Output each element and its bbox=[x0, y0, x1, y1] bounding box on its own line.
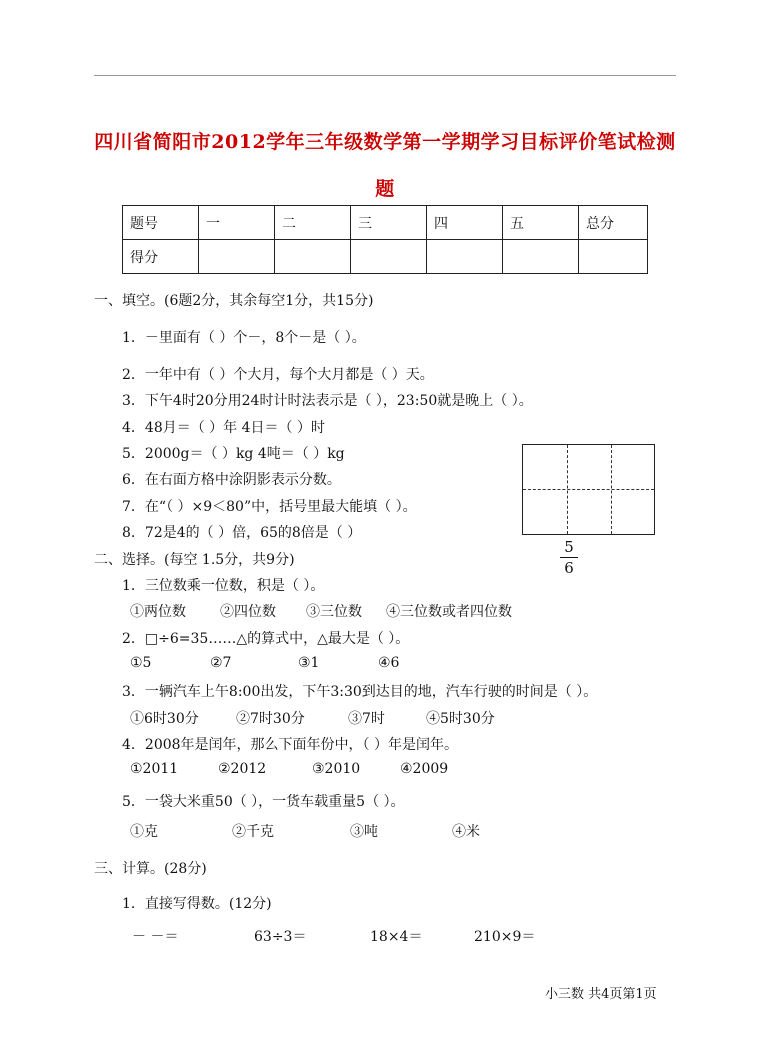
score-cell[interactable] bbox=[579, 240, 648, 274]
table-cell: 三 bbox=[351, 206, 427, 240]
option: ①克 bbox=[130, 824, 158, 840]
section3-subheading: 1．直接写得数。(12分) bbox=[122, 896, 272, 912]
question-2-3: 3．一辆汽车上午8:00出发，下午3:30到达目的地，汽车行驶的时间是（ ）。 bbox=[122, 684, 598, 700]
calc-item: － －＝ bbox=[132, 929, 179, 945]
section1-heading: 一、填空。(6题2分，其余每空1分，共15分) bbox=[94, 293, 374, 309]
question-2-4: 4．2008年是闰年，那么下面年份中，（ ）年是闰年。 bbox=[122, 737, 458, 753]
table-cell: 得分 bbox=[123, 240, 199, 274]
score-table-score-row bbox=[123, 240, 648, 274]
grid-divider bbox=[523, 489, 654, 490]
fraction-label bbox=[560, 538, 578, 577]
question-1-4: 4．48月＝（ ）年 4日＝（ ）时 bbox=[122, 420, 325, 436]
option: ④5时30分 bbox=[426, 711, 495, 727]
table-cell: 一 bbox=[199, 206, 275, 240]
fraction-denominator: 6 bbox=[564, 559, 574, 577]
option: ③2010 bbox=[312, 761, 361, 777]
option: ②四位数 bbox=[220, 604, 276, 620]
section3-heading: 三、计算。(28分) bbox=[94, 861, 207, 877]
option: ②7时30分 bbox=[236, 711, 305, 727]
table-cell: 五 bbox=[503, 206, 579, 240]
page-footer: 小三数 共4页第1页 bbox=[545, 987, 657, 1002]
page-title: 四川省简阳市2012学年三年级数学第一学期学习目标评价笔试检测 bbox=[94, 131, 676, 153]
question-1-8: 8．72是4的（ ）倍，65的8倍是（ ） bbox=[122, 525, 362, 541]
section2-heading: 二、选择。(每空 1.5分，共9分) bbox=[94, 552, 295, 568]
table-cell: 题号 bbox=[123, 206, 199, 240]
option: ④米 bbox=[452, 824, 480, 840]
score-cell[interactable] bbox=[503, 240, 579, 274]
table-cell: 四 bbox=[427, 206, 503, 240]
option: ②千克 bbox=[232, 824, 274, 840]
score-cell[interactable] bbox=[427, 240, 503, 274]
option: ④6 bbox=[378, 655, 400, 671]
score-table-header-row bbox=[123, 206, 648, 240]
score-table bbox=[122, 205, 648, 274]
option: ③三位数 bbox=[306, 604, 362, 620]
option: ①5 bbox=[130, 655, 152, 671]
question-1-1: 1．－里面有（ ）个－，8个－是（ ）。 bbox=[122, 330, 366, 346]
score-cell[interactable] bbox=[199, 240, 275, 274]
table-cell: 二 bbox=[275, 206, 351, 240]
fraction-grid[interactable] bbox=[522, 444, 655, 535]
option: ④2009 bbox=[400, 761, 449, 777]
calc-item: 210×9＝ bbox=[474, 929, 536, 945]
option: ①2011 bbox=[130, 761, 179, 777]
fraction-numerator: 5 bbox=[564, 538, 574, 556]
option: ②2012 bbox=[218, 761, 267, 777]
option: ④三位数或者四位数 bbox=[386, 604, 512, 620]
question-2-5: 5．一袋大米重50（ ），一货车载重量5（ ）。 bbox=[122, 794, 405, 810]
option: ①两位数 bbox=[130, 604, 186, 620]
question-1-6: 6．在右面方格中涂阴影表示分数。 bbox=[122, 472, 341, 488]
question-2-1: 1．三位数乘一位数，积是（ ）。 bbox=[122, 578, 325, 594]
score-cell[interactable] bbox=[351, 240, 427, 274]
option: ③吨 bbox=[350, 824, 378, 840]
fraction-bar bbox=[560, 557, 578, 558]
option: ①6时30分 bbox=[130, 711, 199, 727]
page-title-continuation: 题 bbox=[375, 178, 395, 200]
question-1-3: 3．下午4时20分用24时计时法表示是（ ），23:50就是晚上（ ）。 bbox=[122, 393, 533, 409]
question-1-5: 5．2000g＝（ ）kg 4吨＝（ ）kg bbox=[122, 446, 345, 462]
calc-item: 18×4＝ bbox=[370, 929, 423, 945]
score-cell[interactable] bbox=[275, 240, 351, 274]
option: ③1 bbox=[298, 655, 320, 671]
calc-item: 63÷3＝ bbox=[254, 929, 307, 945]
option: ②7 bbox=[210, 655, 232, 671]
question-2-2: 2．□÷6=35……△的算式中，△最大是（ ）。 bbox=[122, 631, 410, 647]
option: ③7时 bbox=[348, 711, 385, 727]
table-cell: 总分 bbox=[579, 206, 648, 240]
header-rule bbox=[94, 75, 676, 76]
question-1-7: 7．在“（ ）×9＜80”中，括号里最大能填（ ）。 bbox=[122, 499, 417, 515]
question-1-2: 2．一年中有（ ）个大月，每个大月都是（ ）天。 bbox=[122, 367, 434, 383]
